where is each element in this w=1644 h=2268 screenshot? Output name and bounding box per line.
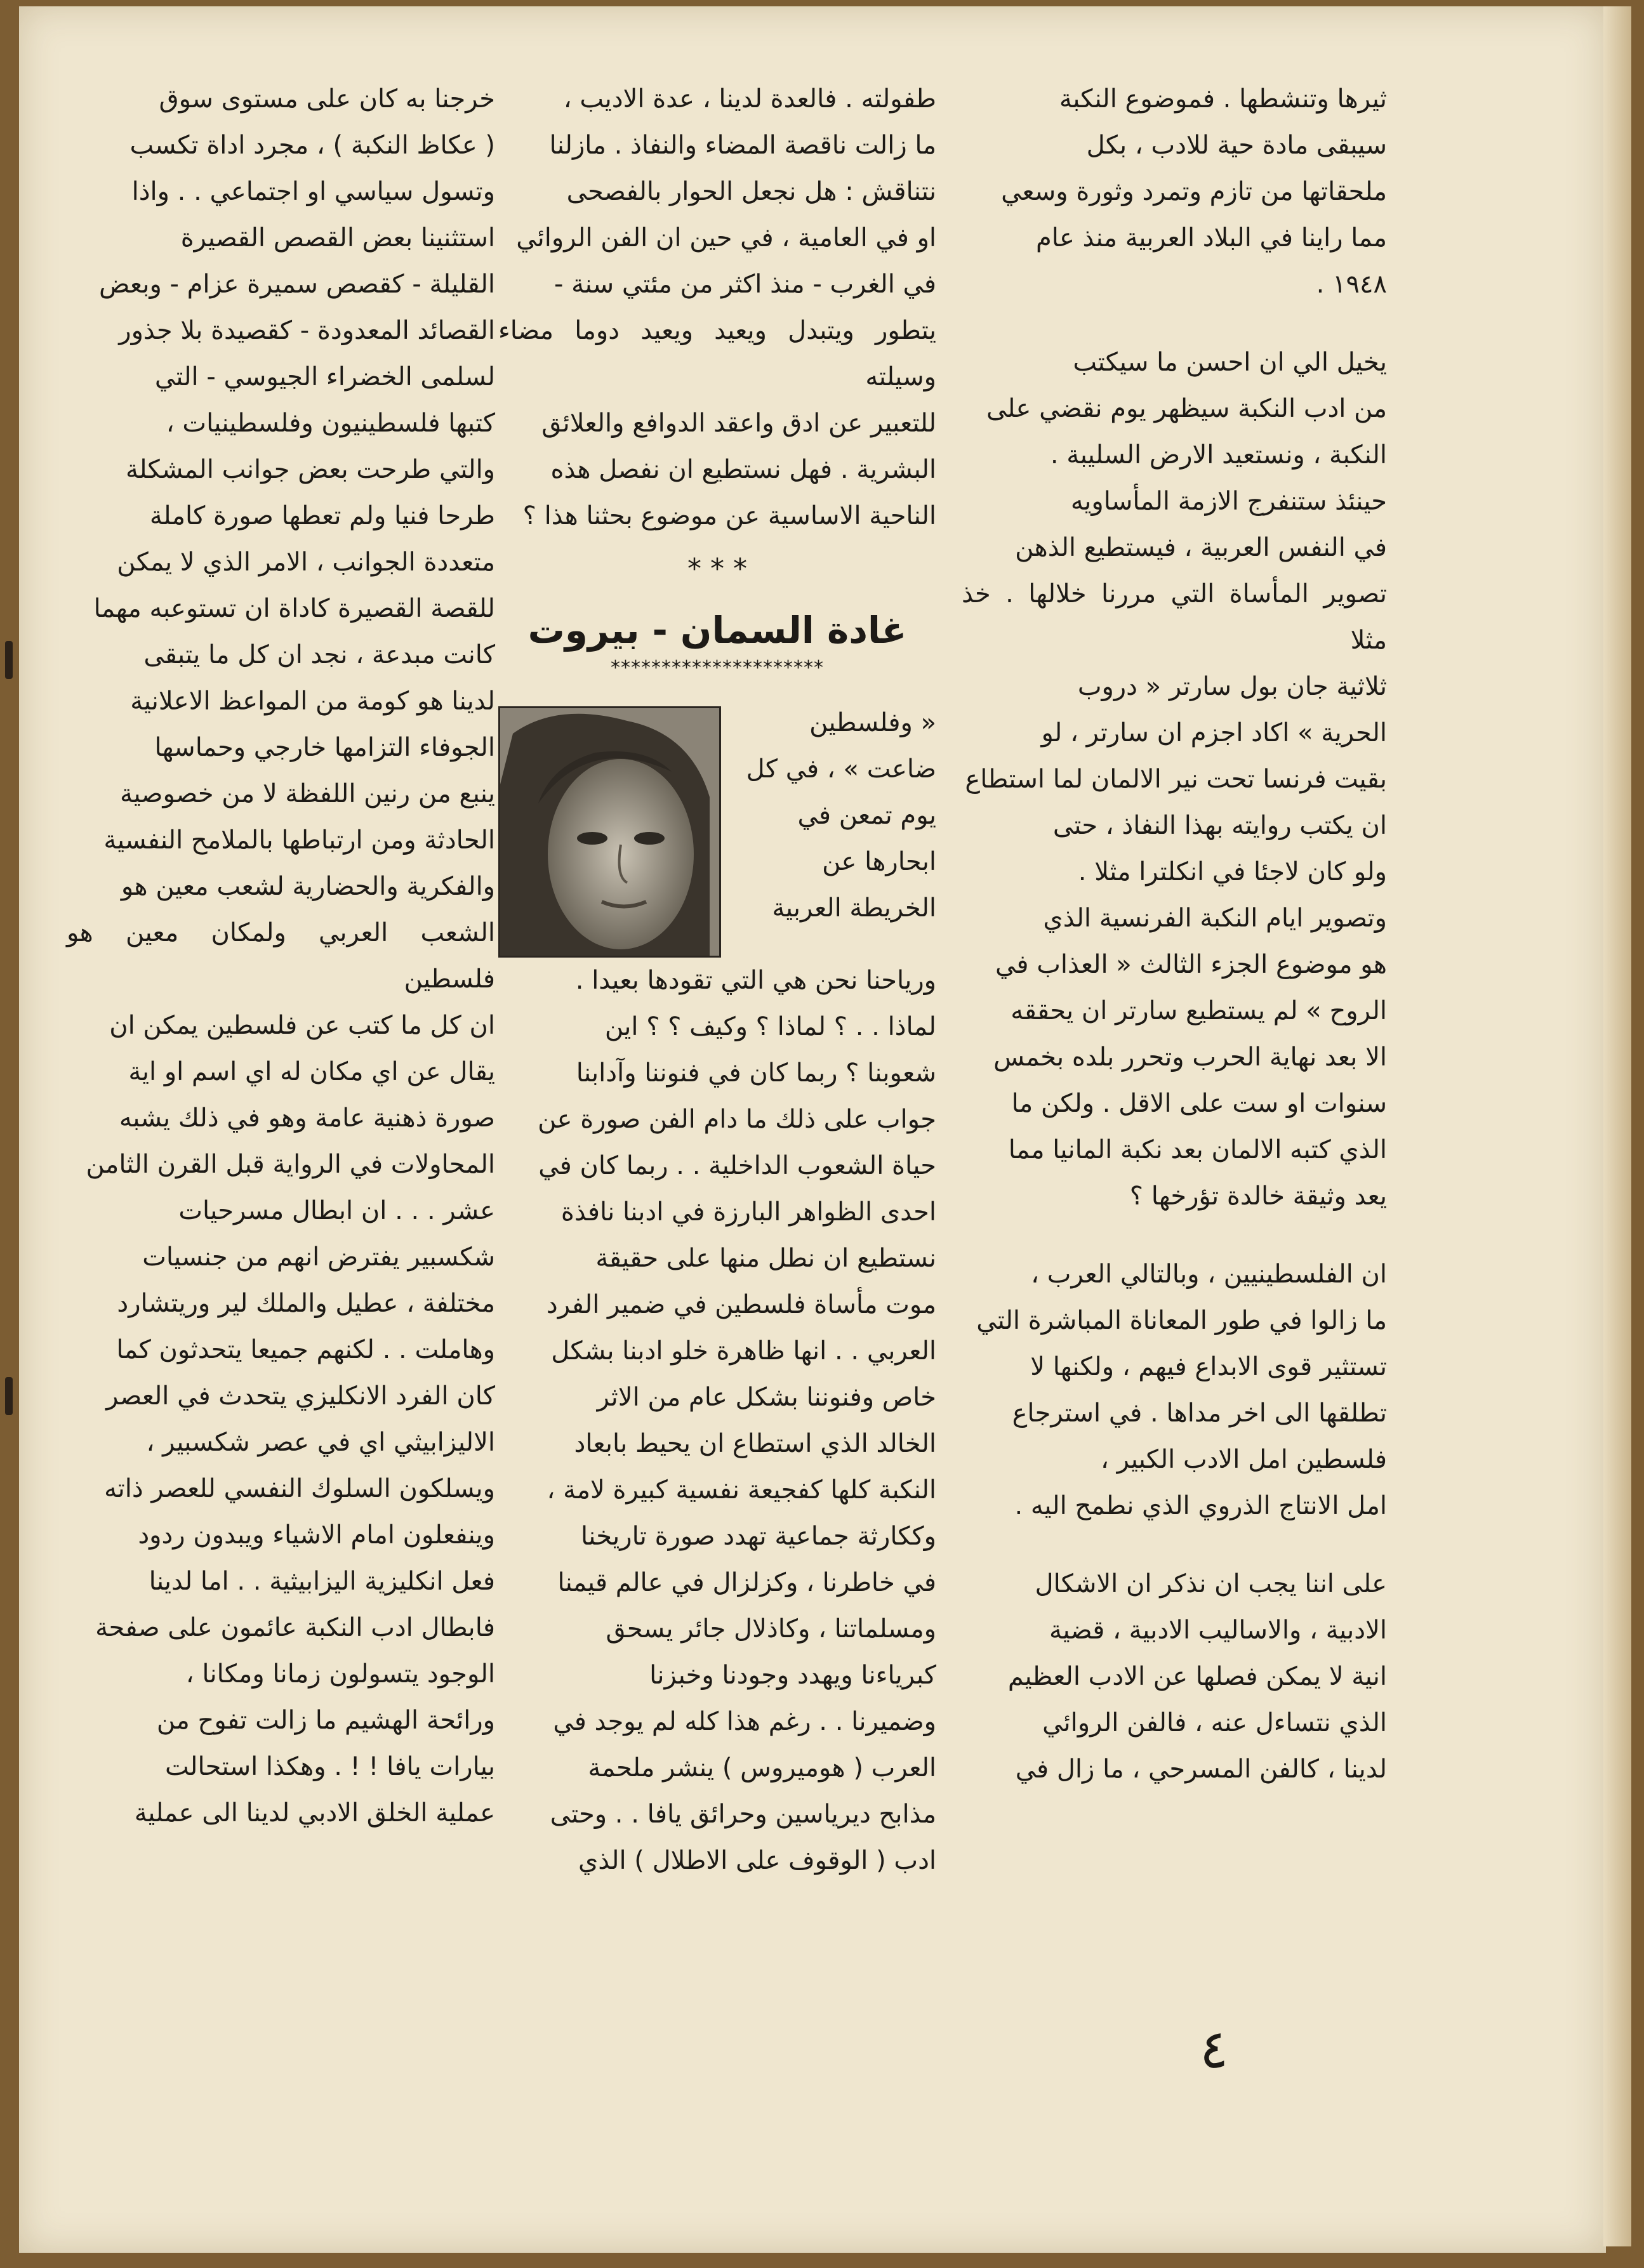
paragraph: ورياحنا نحن هي التي تقودها بعيدا . لماذا . . ؟ لماذا ؟ وكيف ؟ ؟ اين شعوبنا ؟ ربما كان في فنوننا وآدابنا جواب على ذلك ما دام الفن صورة عن حياة الشعوب الداخلية . . ربما كان في احدى الظواهر البارزة في ادبنا نافذة نستطيع ان نطل منها على حقيقة موت مأساة فلسطين في ضمير الفرد العربي . . انها ظاهرة خلو ادبنا بشكل خاص وفنوننا بشكل عام من الاثر الخالد الذي استطاع ان يحيط بابعاد النكبة كلها كفجيعة نفسية كبيرة لامة ، وككارثة جماعية تهدد صورة تاريخنا في خاطرنا ، وكزلزال في عالم قيمنا ومسلماتنا ، وكاذلال جائر يسحق كبرياءنا ويهدد وجودنا وخبزنا وضميرنا . . رغم هذا كله لم يوجد في العرب ( هوميروس ) ينشر ملحمة مذابح ديرياسين وحرائق يافا . . وحتى ادب ( الوقوف على الاطلال ) الذي [538,966,936,1875]
column-left [67,76,495,1868]
page-number: ٤ [1200,2018,1229,2080]
paragraph: خرجنا به كان على مستوى سوق ( عكاظ النكبة ) ، مجرد اداة تكسب وتسول سياسي او اجتماعي . . واذا استثنينا بعض القصص القصيرة القليلة - كقصص سميرة عزام - وبعض القصائد المعدودة - كقصيدة بلا جذور لسلمى الخضراء الجيوسي - التي كتبها فلسطينيون وفلسطينيات ، والتي طرحت بعض جوانب المشكلة طرحا فنيا ولم تعطها صورة كاملة متعددة الجوانب ، الامر الذي لا يمكن للقصة القصيرة كاداة ان تستوعبه مهما كانت مبدعة ، نجد ان كل ما يتبقى لدينا هو كومة من المواعظ الاعلانية الجوفاء التزامها خارجي وحماسها ينبع من رنين اللفظة لا من خصوصية الحادثة ومن ارتباطها بالملامح النفسية والفكرية والحضارية لشعب معين هو الشعب العربي ولمكان معين هو فلسطين ان كل ما كتب عن فلسطين يمكن ان يقال عن اي مكان له اي اسم او اية صورة ذهنية عامة وهو في ذلك يشبه المحاولات في الرواية قبل القرن الثامن عشر . . . ان ابطال مسرحيات شكسبير يفترض انهم من جنسيات مختلفة ، عطيل والملك لير وريتشارد وهاملت . . لكنهم جميعا يتحدثون كما كان الفرد الانكليزي يتحدث في العصر الاليزابيثي اي في عصر شكسبير ، ويسلكون السلوك النفسي للعصر ذاته وينفعلون امام الاشياء ويبدون ردود فعل انكليزية اليزابيثية . . اما لدينا فابطال ادب النكبة عائمون على صفحة الوجود يتسولون زمانا ومكانا ، ورائحة الهشيم ما زالت تفوح من بيارات يافا ! ! . وهكذا استحالت عملية الخلق الادبي لدينا الى عملية [67,84,495,1828]
photo-block [498,700,936,958]
binding-mark [5,641,13,679]
column-right [962,76,1387,1824]
paragraph: يخيل الي ان احسن ما سيكتب من ادب النكبة سيظهر يوم نقضي على النكبة ، ونستعيد الارض السليبة . حينئذ ستنفرج الازمة المأساويه في النفس العربية ، فيستطيع الذهن تصوير المأساة التي مررنا خلالها . خذ مثلا ثلاثية جان بول سارتر « دروب الحرية » اكاد اجزم ان سارتر ، لو بقيت فرنسا تحت نير الالمان لما استطاع ان يكتب روايته بهذا النفاذ ، حتى ولو كان لاجئا في انكلترا مثلا . وتصوير ايام النكبة الفرنسية الذي هو موضوع الجزء الثالث « العذاب في الروح » لم يستطيع سارتر ان يحققه الا بعد نهاية الحرب وتحرر بلده بخمس سنوات او ست على الاقل . ولكن ما الذي كتبه الالمان بعد نكبة المانيا مما يعد وثيقة خالدة تؤرخها ؟ [962,348,1387,1211]
paragraph: طفولته . فالعدة لدينا ، عدة الاديب ، ما زالت ناقصة المضاء والنفاذ . مازلنا نتناقش : هل نجعل الحوار بالفصحى او في العامية ، في حين ان الفن الروائي في الغرب - منذ اكثر من مئتي سنة - يتطور ويتبدل ويعيد ويعيد دوما مضاء وسيلته للتعبير عن ادق واعقد الدوافع والعلائق البشرية . فهل نستطيع ان نفصل هذه الناحية الاساسية عن موضوع بحثنا هذا ؟ [498,84,936,531]
paragraph: ان الفلسطينيين ، وبالتالي العرب ، ما زالوا في طور المعاناة المباشرة التي تستثير قوى الابداع فيهم ، ولكنها لا تطلقها الى اخر مداها . في استرجاع فلسطين امل الادب الكبير ، امل الانتاج الذروي الذي نطمح اليه . [976,1260,1387,1520]
author-portrait [498,706,721,958]
column-middle [498,76,936,1916]
section-separator: * * * [687,553,747,585]
photo-side-text: « وفلسطين ضاعت » ، في كل يوم تمعن في ابحارها عن الخريطة العربية [746,708,936,923]
page-edge-shadow [1603,6,1631,2246]
paragraph: على اننا يجب ان نذكر ان الاشكال الادبية ، والاساليب الادبية ، قضية انية لا يمكن فصلها عن الادب العظيم الذي نتساءل عنه ، فالفن الروائي لدينا ، كالفن المسرحي ، ما زال في [1007,1569,1387,1784]
binding-mark [5,1377,13,1415]
paragraph: ثيرها وتنشطها . فموضوع النكبة سيبقى مادة حية للادب ، بكل ملحقاتها من تازم وتمرد وثورة وسعي مما راينا في البلاد العربية منذ عام ١٩٤٨ . [1001,84,1387,299]
star-rule: ********************* [611,657,824,679]
author-byline: غادة السمان - بيروت [527,609,907,652]
